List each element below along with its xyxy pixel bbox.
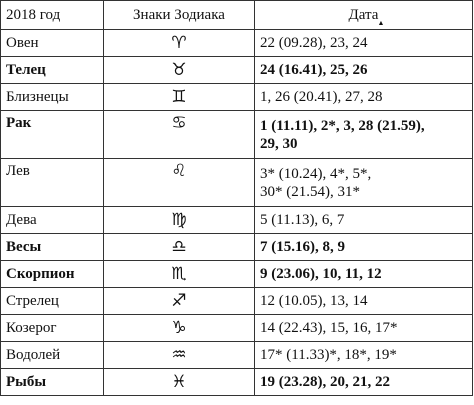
pisces-icon: ♓︎ bbox=[104, 369, 255, 396]
sign-dates: 1, 26 (20.41), 27, 28 bbox=[255, 84, 473, 111]
table-row bbox=[1, 315, 473, 342]
table-row bbox=[1, 369, 473, 396]
header-date-label: Дата bbox=[348, 7, 379, 23]
sign-dates: 5 (11.13), 6, 7 bbox=[255, 207, 473, 234]
cancer-icon: ♋︎ bbox=[104, 111, 255, 159]
sign-dates: 24 (16.41), 25, 26 bbox=[255, 57, 473, 84]
sign-dates: 7 (15.16), 8, 9 bbox=[255, 234, 473, 261]
sign-dates bbox=[255, 159, 473, 207]
sign-name: Дева bbox=[1, 207, 104, 234]
table-row bbox=[1, 261, 473, 288]
sign-dates-line-2: 29, 30 bbox=[260, 135, 298, 152]
sign-name: Водолей bbox=[1, 342, 104, 369]
sign-name: Близнецы bbox=[1, 84, 104, 111]
sign-name: Телец bbox=[1, 57, 104, 84]
aries-icon: ♈︎ bbox=[104, 30, 255, 57]
leo-icon: ♌︎ bbox=[104, 159, 255, 207]
header-date bbox=[255, 1, 473, 30]
sign-dates: 12 (10.05), 13, 14 bbox=[255, 288, 473, 315]
sign-dates: 17* (11.33)*, 18*, 19* bbox=[255, 342, 473, 369]
header-tick-mark: ▲ bbox=[377, 19, 385, 27]
sign-dates-line-2: 30* (21.54), 31* bbox=[260, 183, 360, 200]
table-row bbox=[1, 30, 473, 57]
taurus-icon: ♉︎ bbox=[104, 57, 255, 84]
sign-name: Весы bbox=[1, 234, 104, 261]
capricorn-icon: ♑︎ bbox=[104, 315, 255, 342]
header-year: 2018 год bbox=[1, 1, 104, 30]
table-row bbox=[1, 84, 473, 111]
header-sign: Знаки Зодиака bbox=[104, 1, 255, 30]
table-row bbox=[1, 342, 473, 369]
virgo-icon: ♍︎ bbox=[104, 207, 255, 234]
aquarius-icon: ♒︎ bbox=[104, 342, 255, 369]
table-row bbox=[1, 288, 473, 315]
sign-name: Рак bbox=[1, 111, 104, 159]
sign-name: Овен bbox=[1, 30, 104, 57]
sign-name: Рыбы bbox=[1, 369, 104, 396]
table-row bbox=[1, 159, 473, 207]
sign-name: Козерог bbox=[1, 315, 104, 342]
table-row bbox=[1, 111, 473, 159]
sign-name: Стрелец bbox=[1, 288, 104, 315]
sign-dates: 9 (23.06), 10, 11, 12 bbox=[255, 261, 473, 288]
sign-name: Скорпион bbox=[1, 261, 104, 288]
gemini-icon: ♊︎ bbox=[104, 84, 255, 111]
table-row bbox=[1, 57, 473, 84]
sign-name: Лев bbox=[1, 159, 104, 207]
table-row bbox=[1, 234, 473, 261]
sign-dates bbox=[255, 111, 473, 159]
sign-dates-line-1: 3* (10.24), 4*, 5*, bbox=[260, 165, 372, 182]
sign-dates: 14 (22.43), 15, 16, 17* bbox=[255, 315, 473, 342]
scorpio-icon: ♏︎ bbox=[104, 261, 255, 288]
table-row bbox=[1, 207, 473, 234]
libra-icon: ♎︎ bbox=[104, 234, 255, 261]
table-header-row bbox=[1, 1, 473, 30]
sign-dates-line-1: 1 (11.11), 2*, 3, 28 (21.59), bbox=[260, 117, 425, 134]
sign-dates: 19 (23.28), 20, 21, 22 bbox=[255, 369, 473, 396]
sagittarius-icon: ♐︎ bbox=[104, 288, 255, 315]
sign-dates: 22 (09.28), 23, 24 bbox=[255, 30, 473, 57]
